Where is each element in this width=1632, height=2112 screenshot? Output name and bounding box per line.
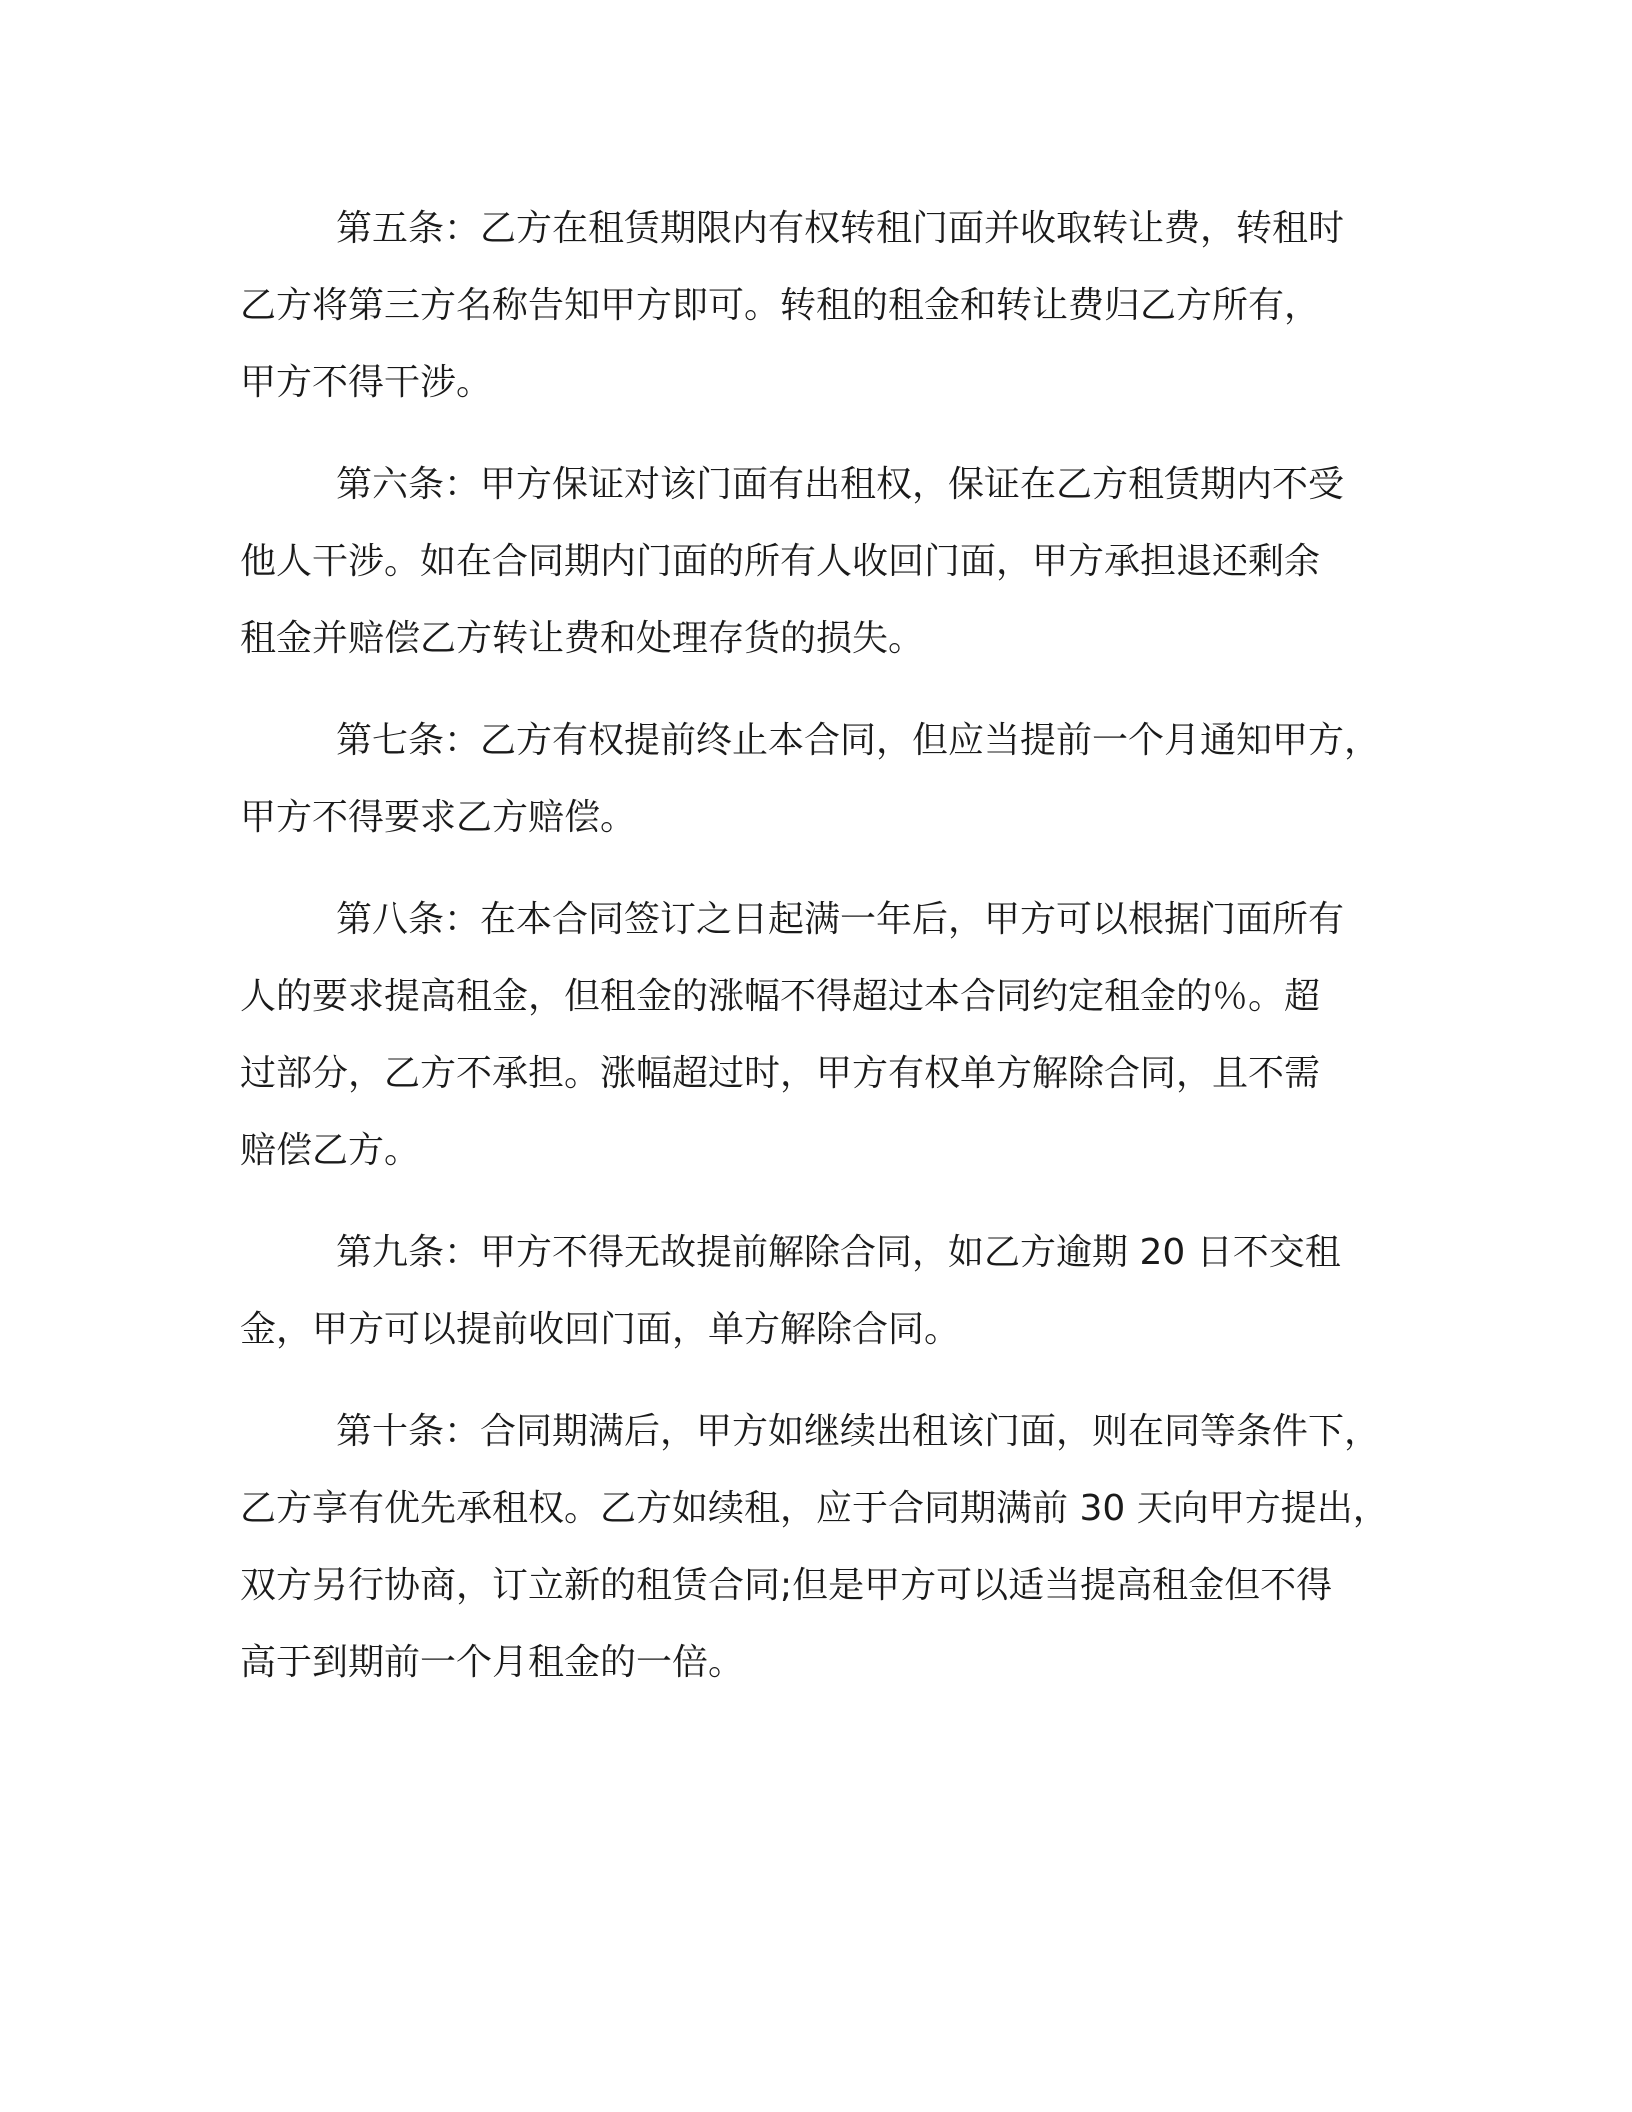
clause-line: 第六条：甲方保证对该门面有出租权，保证在乙方租赁期内不受: [336, 464, 1345, 505]
clause-line: 甲方不得干涉。: [240, 362, 493, 403]
clause-line: 金，甲方可以提前收回门面，单方解除合同。: [240, 1309, 961, 1350]
clause-line: 过部分，乙方不承担。涨幅超过时，甲方有权单方解除合同，且不需: [240, 1053, 1321, 1094]
document-body: [240, 190, 1420, 1726]
clause-line: 人的要求提高租金，但租金的涨幅不得超过本合同约定租金的％。超: [240, 976, 1321, 1017]
clause-9: [240, 1214, 1420, 1368]
clause-line: 高于到期前一个月租金的一倍。: [240, 1642, 745, 1683]
clause-line: 第五条：乙方在租赁期限内有权转租门面并收取转让费，转租时: [336, 208, 1345, 249]
clause-line: 乙方将第三方名称告知甲方即可。转租的租金和转让费归乙方所有，: [240, 285, 1321, 326]
clause-line: 第七条：乙方有权提前终止本合同，但应当提前一个月通知甲方，: [336, 720, 1381, 761]
clause-line: 第九条：甲方不得无故提前解除合同，如乙方逾期 20 日不交租: [336, 1232, 1341, 1273]
clause-10: [240, 1393, 1420, 1701]
clause-6: [240, 446, 1420, 677]
clause-5: [240, 190, 1420, 421]
clause-line: 他人干涉。如在合同期内门面的所有人收回门面，甲方承担退还剩余: [240, 541, 1321, 582]
clause-line: 乙方享有优先承租权。乙方如续租，应于合同期满前 30 天向甲方提出，: [240, 1488, 1389, 1529]
clause-line: 第十条：合同期满后，甲方如继续出租该门面，则在同等条件下，: [336, 1411, 1381, 1452]
clause-line: 甲方不得要求乙方赔偿。: [240, 797, 637, 838]
clause-line: 赔偿乙方。: [240, 1130, 421, 1171]
clause-line: 第八条：在本合同签订之日起满一年后，甲方可以根据门面所有: [336, 899, 1345, 940]
clause-line: 双方另行协商，订立新的租赁合同;但是甲方可以适当提高租金但不得: [240, 1565, 1333, 1606]
clause-7: [240, 702, 1420, 856]
clause-line: 租金并赔偿乙方转让费和处理存货的损失。: [240, 618, 925, 659]
clause-8: [240, 881, 1420, 1189]
